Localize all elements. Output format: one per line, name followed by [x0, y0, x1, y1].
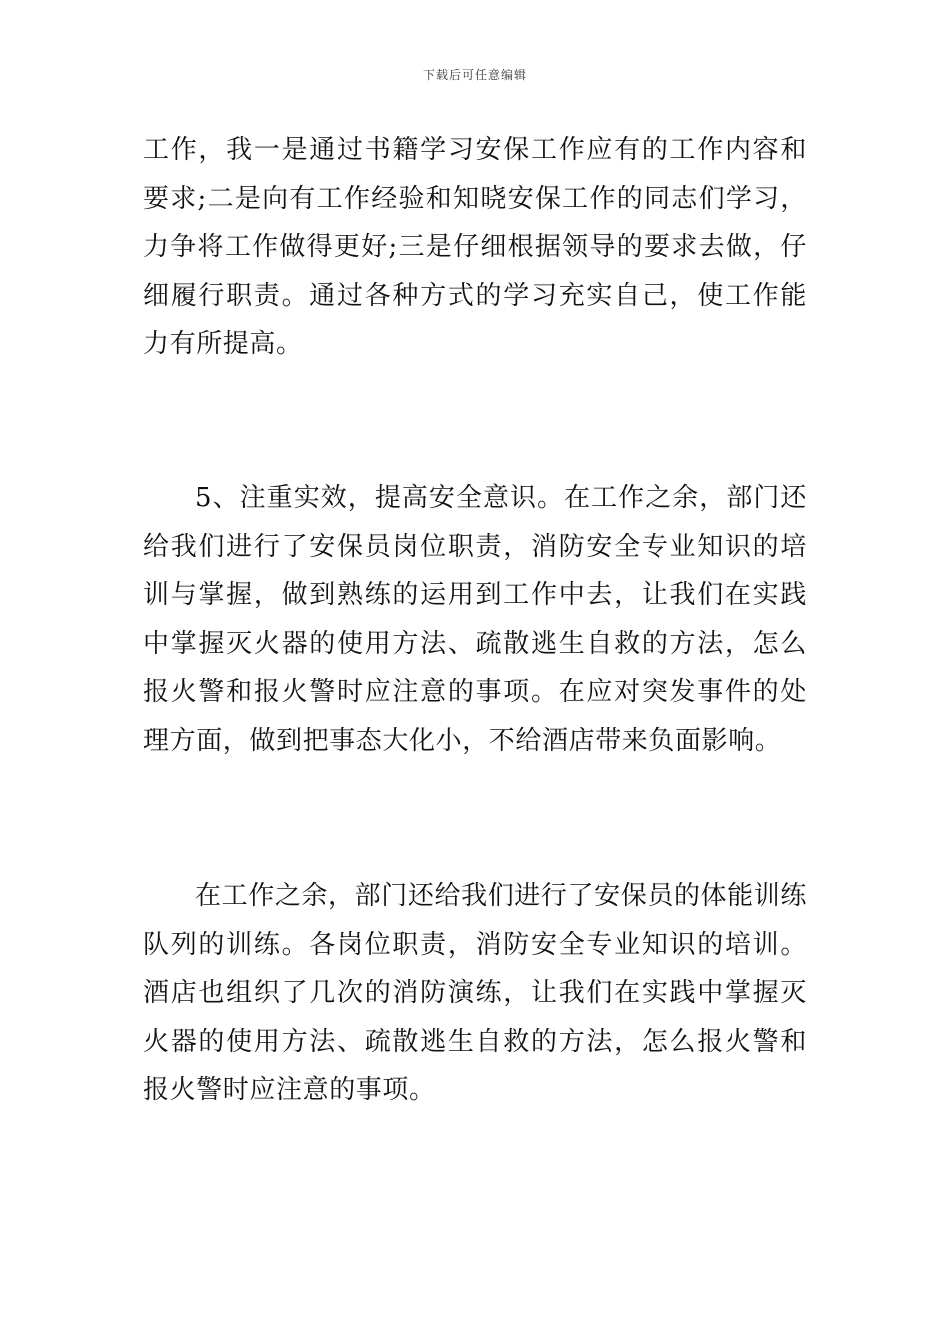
paragraph-2: 5、注重实效，提高安全意识。在工作之余，部门还给我们进行了安保员岗位职责，消防安全专业知识的培训与掌握，做到熟练的运用到工作中去，让我们在实践中掌握灭火器的使用方法、疏散逃生自救的方法，怎么报火警和报火警时应注意的事项。在应对突发事件的处理方面，做到把事态大化小，不给酒店带来负面影响。	[143, 483, 807, 756]
paragraph-1: 工作，我一是通过书籍学习安保工作应有的工作内容和要求;二是向有工作经验和知晓安保工作的同志们学习，力争将工作做得更好;三是仔细根据领导的要求去做，仔细履行职责。通过各种方式的学习充实自己，使工作能力有所提高。	[143, 135, 807, 359]
header-note: 下载后可任意编辑	[422, 68, 527, 82]
paragraph-3: 在工作之余，部门还给我们进行了安保员的体能训练队列的训练。各岗位职责，消防安全专业知识的培训。酒店也组织了几次的消防演练，让我们在实践中掌握灭火器的使用方法、疏散逃生自救的方法，怎么报火警和报火警时应注意的事项。	[143, 881, 807, 1105]
